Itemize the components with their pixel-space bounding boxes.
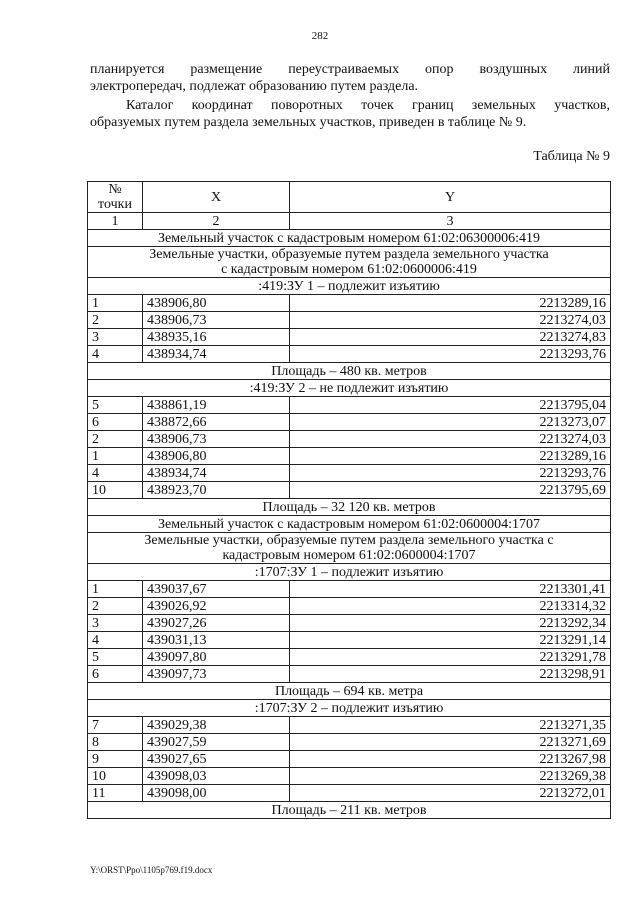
- header-point-number: № точки: [88, 182, 143, 213]
- subparcel-heading-row: [88, 700, 611, 717]
- footer-file-path: Y:\ORST\Ppo\1105p769.f19.docx: [90, 865, 213, 875]
- table-row: [88, 329, 611, 346]
- table-row: [88, 448, 611, 465]
- x-coordinate-cell: 439037,67: [143, 581, 290, 598]
- table-header-row: [88, 182, 611, 213]
- table-row: [88, 397, 611, 414]
- paragraph-1: [90, 61, 610, 95]
- point-number-cell: 6: [88, 666, 143, 683]
- index-cell: 2: [143, 213, 290, 230]
- point-number-cell: 2: [88, 598, 143, 615]
- table-row: [88, 465, 611, 482]
- paragraph-2-line-1: Каталог координат поворотных точек границ земельных участков,: [126, 98, 610, 113]
- y-coordinate-cell: 2213271,35: [290, 717, 611, 734]
- subparcel-heading-cell: :419:ЗУ 1 – подлежит изъятию: [88, 278, 611, 295]
- y-coordinate-cell: 2213301,41: [290, 581, 611, 598]
- x-coordinate-cell: 438872,66: [143, 414, 290, 431]
- table-row: [88, 431, 611, 448]
- parcel-heading-row: [88, 516, 611, 533]
- y-coordinate-cell: 2213274,03: [290, 431, 611, 448]
- y-coordinate-cell: 2213291,78: [290, 649, 611, 666]
- point-number-cell: 2: [88, 431, 143, 448]
- x-coordinate-cell: 438923,70: [143, 482, 290, 499]
- x-coordinate-cell: 439098,03: [143, 768, 290, 785]
- y-coordinate-cell: 2213298,91: [290, 666, 611, 683]
- section-heading-line-1: Земельные участки, образуемые путем раздела земельного участка с: [144, 533, 554, 548]
- table-row: [88, 666, 611, 683]
- section-heading-row: [88, 533, 611, 564]
- table-row: [88, 768, 611, 785]
- subparcel-heading-row: [88, 278, 611, 295]
- table-caption: Таблица № 9: [533, 149, 610, 164]
- point-number-cell: 5: [88, 649, 143, 666]
- table-row: [88, 414, 611, 431]
- subparcel-heading-row: [88, 564, 611, 581]
- x-coordinate-cell: 438906,73: [143, 431, 290, 448]
- area-summary-cell: Площадь – 211 кв. метров: [88, 802, 611, 819]
- x-coordinate-cell: 438906,80: [143, 295, 290, 312]
- x-coordinate-cell: 438861,19: [143, 397, 290, 414]
- x-coordinate-cell: 438935,16: [143, 329, 290, 346]
- section-heading-line-2: с кадастровым номером 61:02:0600006:419: [221, 262, 477, 277]
- section-heading-cell: [88, 533, 611, 564]
- table-row: [88, 615, 611, 632]
- area-summary-cell: Площадь – 32 120 кв. метров: [88, 499, 611, 516]
- parcel-heading-cell: Земельный участок с кадастровым номером 61:02:06300006:419: [88, 230, 611, 247]
- area-summary-cell: Площадь – 694 кв. метра: [88, 683, 611, 700]
- table-row: [88, 581, 611, 598]
- x-coordinate-cell: 438906,80: [143, 448, 290, 465]
- subparcel-heading-cell: :419:ЗУ 2 – не подлежит изъятию: [88, 380, 611, 397]
- x-coordinate-cell: 439031,13: [143, 632, 290, 649]
- y-coordinate-cell: 2213267,98: [290, 751, 611, 768]
- x-coordinate-cell: 438934,74: [143, 346, 290, 363]
- section-heading-line-1: Земельные участки, образуемые путем раздела земельного участка: [149, 247, 549, 262]
- y-coordinate-cell: 2213273,07: [290, 414, 611, 431]
- table-index-row: [88, 213, 611, 230]
- point-number-cell: 11: [88, 785, 143, 802]
- table-row: [88, 346, 611, 363]
- table-row: [88, 649, 611, 666]
- area-summary-cell: Площадь – 480 кв. метров: [88, 363, 611, 380]
- page-number: 282: [311, 30, 329, 42]
- table-row: [88, 312, 611, 329]
- section-heading-cell: [88, 247, 611, 278]
- table-row: [88, 717, 611, 734]
- point-number-cell: 2: [88, 312, 143, 329]
- x-coordinate-cell: 439097,80: [143, 649, 290, 666]
- point-number-cell: 10: [88, 482, 143, 499]
- point-number-cell: 4: [88, 632, 143, 649]
- table-body: [88, 213, 611, 819]
- area-summary-row: [88, 683, 611, 700]
- table-row: [88, 734, 611, 751]
- x-coordinate-cell: 439027,59: [143, 734, 290, 751]
- area-summary-row: [88, 363, 611, 380]
- x-coordinate-cell: 439027,65: [143, 751, 290, 768]
- y-coordinate-cell: 2213274,83: [290, 329, 611, 346]
- paragraph-2: [90, 97, 610, 131]
- index-cell: 1: [88, 213, 143, 230]
- y-coordinate-cell: 2213292,34: [290, 615, 611, 632]
- parcel-heading-cell: Земельный участок с кадастровым номером 61:02:0600004:1707: [88, 516, 611, 533]
- x-coordinate-cell: 438934,74: [143, 465, 290, 482]
- paragraph-1-line-2: электропередач, подлежат образованию путем раздела.: [90, 79, 419, 94]
- coordinates-table: [87, 181, 611, 819]
- point-number-cell: 3: [88, 615, 143, 632]
- index-cell: 3: [290, 213, 611, 230]
- y-coordinate-cell: 2213269,38: [290, 768, 611, 785]
- point-number-cell: 4: [88, 465, 143, 482]
- paragraph-1-line-1: планируется размещение переустраиваемых опор воздушных линий: [90, 62, 610, 77]
- x-coordinate-cell: 439026,92: [143, 598, 290, 615]
- point-number-cell: 4: [88, 346, 143, 363]
- table-row: [88, 295, 611, 312]
- table-row: [88, 751, 611, 768]
- x-coordinate-cell: 439029,38: [143, 717, 290, 734]
- y-coordinate-cell: 2213291,14: [290, 632, 611, 649]
- y-coordinate-cell: 2213314,32: [290, 598, 611, 615]
- parcel-heading-row: [88, 230, 611, 247]
- section-heading-line-2: кадастровым номером 61:02:0600004:1707: [222, 548, 476, 563]
- point-number-cell: 1: [88, 581, 143, 598]
- y-coordinate-cell: 2213795,69: [290, 482, 611, 499]
- y-coordinate-cell: 2213293,76: [290, 465, 611, 482]
- header-y: Y: [290, 182, 611, 213]
- x-coordinate-cell: 439027,26: [143, 615, 290, 632]
- section-heading-row: [88, 247, 611, 278]
- point-number-cell: 3: [88, 329, 143, 346]
- point-number-cell: 1: [88, 448, 143, 465]
- point-number-cell: 9: [88, 751, 143, 768]
- table-row: [88, 482, 611, 499]
- point-number-cell: 1: [88, 295, 143, 312]
- area-summary-row: [88, 499, 611, 516]
- point-number-cell: 6: [88, 414, 143, 431]
- y-coordinate-cell: 2213272,01: [290, 785, 611, 802]
- x-coordinate-cell: 438906,73: [143, 312, 290, 329]
- y-coordinate-cell: 2213289,16: [290, 448, 611, 465]
- point-number-cell: 7: [88, 717, 143, 734]
- y-coordinate-cell: 2213271,69: [290, 734, 611, 751]
- point-number-cell: 5: [88, 397, 143, 414]
- subparcel-heading-cell: :1707:ЗУ 2 – подлежит изъятию: [88, 700, 611, 717]
- point-number-cell: 8: [88, 734, 143, 751]
- x-coordinate-cell: 439097,73: [143, 666, 290, 683]
- subparcel-heading-row: [88, 380, 611, 397]
- table-row: [88, 785, 611, 802]
- y-coordinate-cell: 2213289,16: [290, 295, 611, 312]
- y-coordinate-cell: 2213795,04: [290, 397, 611, 414]
- header-x: X: [143, 182, 290, 213]
- subparcel-heading-cell: :1707:ЗУ 1 – подлежит изъятию: [88, 564, 611, 581]
- y-coordinate-cell: 2213293,76: [290, 346, 611, 363]
- point-number-cell: 10: [88, 768, 143, 785]
- x-coordinate-cell: 439098,00: [143, 785, 290, 802]
- area-summary-row: [88, 802, 611, 819]
- table-row: [88, 632, 611, 649]
- table-row: [88, 598, 611, 615]
- paragraph-2-line-2: образуемых путем раздела земельных участков, приведен в таблице № 9.: [90, 115, 527, 130]
- y-coordinate-cell: 2213274,03: [290, 312, 611, 329]
